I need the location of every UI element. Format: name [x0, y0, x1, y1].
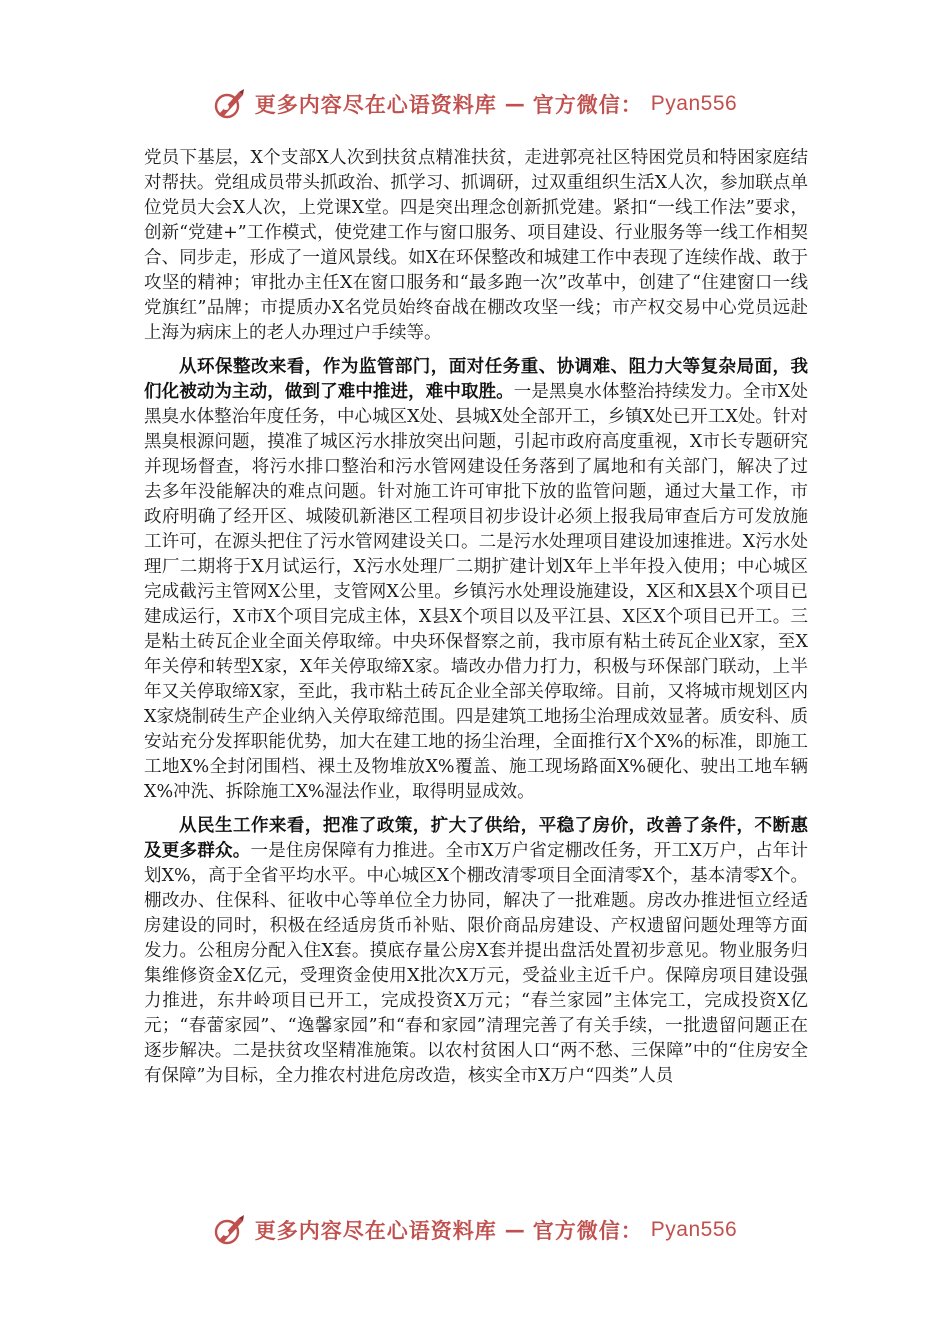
watermark-header	[0, 84, 950, 124]
watermark-text: 更多内容尽在心语资料库	[254, 1218, 497, 1243]
paragraph-text: 一是黑臭水体整治持续发力。全市X处黑臭水体整治年度任务，中心城区X处、县城X处全部开工，乡镇X处已开工X处。针对黑臭根源问题，摸准了城区污水排放突出问题，引起市政府高度重视，X市长专题研究并现场督查，将污水排口整治和污水管网建设任务落到了属地和有关部门，解决了过去多年没能解决的难点问题。针对施工许可审批下放的监管问题，通过大量工作，市政府明确了经开区、城陵矶新港区工程项目初步设计必须上报我局审查后方可发放施工许可，在源头把住了污水管网建设关口。二是污水处理项目建设加速推进。X污水处理厂二期将于X月试运行，X污水处理厂二期扩建计划X年上半年投入使用；中心城区完成截污主管网X公里，支管网X公里。乡镇污水处理设施建设，X区和X县X个项目已建成运行，X市X个项目完成主体，X县X个项目以及平江县、X区X个项目已开工。三是粘土砖瓦企业全面关停取缔。中央环保督察之前，我市原有粘土砖瓦企业X家，至X年关停和转型X家，X年关停取缔X家。墙改办借力打力，积极与环保部门联动，上半年又关停取缔X家，至此，我市粘土砖瓦企业全部关停取缔。目前，又将城市规划区内X家烧制砖生产企业纳入关停取缔范围。四是建筑工地扬尘治理成效显著。质安科、质安站充分发挥职能优势，加大在建工地的扬尘治理，全面推行X个X%的标准，即施工工地X%全封闭围档、裸土及物堆放X%覆盖、施工现场路面X%硬化、驶出工地车辆X%冲洗、拆除施工X%湿法作业，取得明显成效。	[144, 382, 808, 802]
paragraph-3	[144, 814, 808, 1089]
document-body	[144, 146, 808, 1089]
watermark-text: 更多内容尽在心语资料库	[254, 92, 497, 117]
watermark-id: Pyan556	[650, 1218, 738, 1241]
paragraph-text: 党员下基层，X个支部X人次到扶贫点精准扶贫，走进郭亮社区特困党员和特困家庭结对帮扶。党组成员带头抓政治、抓学习、抓调研，过双重组织生活X人次，参加联点单位党员大会X人次，上党课X堂。四是突出理念创新抓党建。紧扣“一线工作法”要求，创新“党建+”工作模式，使党建工作与窗口服务、项目建设、行业服务等一线工作相契合、同步走，形成了一道风景线。如X在环保整改和城建工作中表现了连续作战、敢于攻坚的精神；审批办主任X在窗口服务和“最多跑一次”改革中，创建了“住建窗口一线党旗红”品牌；市提质办X名党员始终奋战在棚改攻坚一线；市产权交易中心党员远赴上海为病床上的老人办理过户手续等。	[144, 148, 808, 343]
watermark-id: Pyan556	[650, 92, 738, 115]
pen-logo-icon	[213, 87, 247, 121]
watermark-separator: —	[504, 92, 525, 116]
pen-logo-icon	[213, 1213, 247, 1247]
watermark-footer	[0, 1210, 950, 1250]
paragraph-1	[144, 146, 808, 346]
watermark-label: 官方微信：	[532, 92, 643, 117]
paragraph-2	[144, 355, 808, 805]
paragraph-text: 一是住房保障有力推进。全市X万户省定棚改任务，开工X万户，占年计划X%，高于全省平均水平。中心城区X个棚改清零项目全面清零X个，基本清零X个。棚改办、住保科、征收中心等单位全力协同，解决了一批难题。房改办推进恒立经适房建设的同时，积极在经适房货币补贴、限价商品房建设、产权遗留问题处理等方面发力。公租房分配入住X套。摸底存量公房X套并提出盘活处置初步意见。物业服务归集维修资金X亿元，受理资金使用X批次X万元，受益业主近千户。保障房项目建设强力推进，东井岭项目已开工，完成投资X万元；“春兰家园”主体完工，完成投资X亿元；“春蕾家园”、“逸馨家园”和“春和家园”清理完善了有关手续，一批遗留问题正在逐步解决。二是扶贫攻坚精准施策。以农村贫困人口“两不愁、三保障”中的“住房安全有保障”为目标，全力推农村进危房改造，核实全市X万户“四类”人员	[144, 841, 809, 1086]
watermark-label: 官方微信：	[532, 1218, 643, 1243]
paragraph-lead: 从环保整改来看，作为监管部门，面对任务重、协调难、阻力大等复杂局面，我们化被动为主动，做到了难中推进，难中取胜。	[144, 357, 808, 402]
paragraph-lead: 从民生工作来看，把准了政策，扩大了供给，平稳了房价，改善了条件，不断惠及更多群众。	[144, 816, 808, 861]
watermark-separator: —	[504, 1218, 525, 1242]
